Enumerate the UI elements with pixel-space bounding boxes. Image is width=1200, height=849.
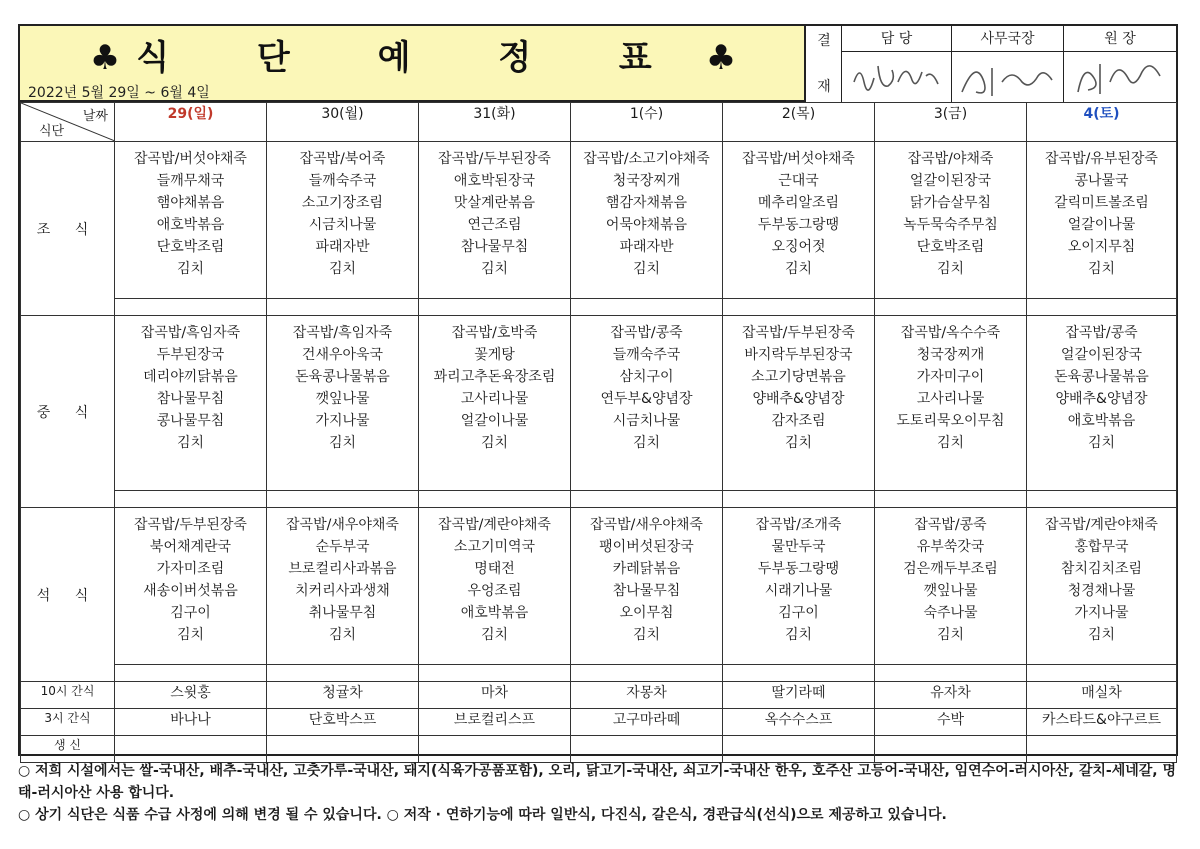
spacer-cell: [723, 299, 875, 316]
snack-cell: 스윗홍: [115, 682, 267, 709]
menu-item: 돈육콩나물볶음: [295, 369, 390, 385]
meal-cell: [419, 142, 571, 299]
menu-item: 들깨숙주국: [308, 173, 377, 189]
snack-cell: 고구마라떼: [571, 709, 723, 736]
menu-item: 근대국: [778, 173, 819, 189]
menu-item: 김치: [632, 435, 661, 451]
day-header: 2(목): [723, 103, 875, 142]
menu-item: 꽃게탕: [474, 347, 515, 363]
menu-item: 깻잎나물: [923, 583, 978, 599]
snack-cell: 매실차: [1027, 682, 1177, 709]
note-origin: ○ 저희 시설에서는 쌀-국내산, 배추-국내산, 고춧가루-국내산, 돼지(식육가공품포함), 오리, 닭고기-국내산, 쇠고기-국내산 한우, 호주산 고등어-국내산, 임연수어-러시아산, 갈치-세네갈, 명태-러시아산 사용 합니다.: [18, 763, 1176, 801]
snack-cell: 카스타드&야구르트: [1027, 709, 1177, 736]
meal-cell: [723, 316, 875, 491]
menu-item: 단호박조림: [156, 239, 225, 255]
birthday-label: 생 신: [21, 736, 115, 763]
club-icon: ♣: [89, 38, 121, 78]
menu-item: 김치: [1087, 435, 1116, 451]
menu-item: 콩나물무침: [156, 413, 225, 429]
meal-row: [21, 316, 1177, 491]
menu-item: 양배추&양념장: [752, 391, 845, 407]
menu-item: 감자조림: [771, 413, 826, 429]
meal-row: [21, 508, 1177, 665]
menu-item: 잡곡밥/유부된장죽: [1045, 151, 1158, 167]
menu-item: 메추리알조림: [757, 195, 840, 211]
menu-item: 돈육콩나물볶음: [1054, 369, 1149, 385]
menu-item: 김치: [784, 435, 813, 451]
meal-cell: [1027, 508, 1177, 665]
day-header: 29(일): [115, 103, 267, 142]
menu-item: 닭가슴살무침: [909, 195, 992, 211]
meal-label: 석 식: [21, 508, 115, 682]
menu-item: 김치: [176, 627, 205, 643]
spacer-cell: [115, 665, 267, 682]
menu-item: 참나물무침: [460, 239, 529, 255]
menu-item: 잡곡밥/계란야채죽: [1045, 517, 1158, 533]
snack-cell: 유자차: [875, 682, 1027, 709]
meal-cell: [267, 508, 419, 665]
approval-side: [806, 26, 842, 102]
menu-item: 잡곡밥/새우야채죽: [590, 517, 703, 533]
snack-3-label: 3시 간식: [21, 709, 115, 736]
birthday-cell: [419, 736, 571, 763]
signature: [952, 52, 1064, 102]
corner-cell: [21, 103, 115, 142]
meal-cell: [1027, 316, 1177, 491]
menu-item: 소고기미역국: [453, 539, 536, 555]
birthday-cell: [1027, 736, 1177, 763]
menu-item: 오징어젓: [771, 239, 826, 255]
day-header: 4(토): [1027, 103, 1177, 142]
meal-cell: [875, 508, 1027, 665]
menu-item: 녹두묵숙주무침: [903, 217, 998, 233]
spacer-cell: [1027, 299, 1177, 316]
menu-item: 김구이: [170, 605, 211, 621]
spacer-cell: [1027, 491, 1177, 508]
approval-side-top: 결: [817, 33, 831, 49]
birthday-cell: [723, 736, 875, 763]
corner-date-label: 날짜: [82, 109, 108, 124]
menu-item: 김치: [480, 261, 509, 277]
note-change: ○ 상기 식단은 식품 수급 사정에 의해 변경 될 수 있습니다. ○ 저작 · 연하기능에 따라 일반식, 다진식, 갈은식, 경관급식(선식)으로 제공하고 있습니다.: [18, 807, 947, 823]
menu-item: 단호박조림: [916, 239, 985, 255]
day-header: 3(금): [875, 103, 1027, 142]
menu-item: 데리야끼닭볶음: [143, 369, 238, 385]
menu-item: 김치: [784, 627, 813, 643]
birthday-cell: [115, 736, 267, 763]
spacer-cell: [875, 665, 1027, 682]
menu-item: 잡곡밥/옥수수죽: [900, 325, 1001, 341]
menu-item: 잡곡밥/흑임자죽: [140, 325, 241, 341]
menu-item: 숙주나물: [923, 605, 978, 621]
meal-row: [21, 142, 1177, 299]
spacer-cell: [419, 491, 571, 508]
snack-10-label: 10시 간식: [21, 682, 115, 709]
meal-cell: [419, 508, 571, 665]
menu-item: 김치: [328, 627, 357, 643]
meal-cell: [115, 142, 267, 299]
menu-item: 김치: [936, 261, 965, 277]
menu-item: 얼갈이된장국: [1060, 347, 1143, 363]
snack-cell: 자몽차: [571, 682, 723, 709]
menu-item: 애호박볶음: [156, 217, 225, 233]
spacer-row: [21, 299, 1177, 316]
club-icon: ♣: [705, 38, 737, 78]
spacer-row: [21, 491, 1177, 508]
menu-item: 오이지무침: [1067, 239, 1136, 255]
title-box: [20, 26, 806, 102]
snack-cell: 마차: [419, 682, 571, 709]
menu-table: [20, 102, 1177, 763]
meal-cell: [723, 142, 875, 299]
snack-cell: 바나나: [115, 709, 267, 736]
birthday-cell: [571, 736, 723, 763]
date-range: 2022년 5월 29일 ~ 6월 4일: [28, 85, 210, 101]
menu-item: 명태전: [474, 561, 515, 577]
menu-item: 홍합무국: [1074, 539, 1129, 555]
spacer-cell: [723, 665, 875, 682]
menu-item: 북어채계란국: [149, 539, 232, 555]
menu-item: 꽈리고추돈육장조림: [433, 369, 556, 385]
menu-item: 김치: [936, 627, 965, 643]
meal-cell: [1027, 142, 1177, 299]
menu-item: 치커리사과생채: [295, 583, 390, 599]
menu-item: 애호박된장국: [453, 173, 536, 189]
snack-cell: 딸기라떼: [723, 682, 875, 709]
meal-cell: [267, 142, 419, 299]
spacer-cell: [115, 491, 267, 508]
menu-item: 잡곡밥/야채죽: [907, 151, 994, 167]
title-text: 식 단 예 정 표: [136, 38, 690, 78]
birthday-cell: [875, 736, 1027, 763]
menu-item: 두부된장국: [156, 347, 225, 363]
spacer-cell: [115, 299, 267, 316]
menu-item: 잡곡밥/콩죽: [914, 517, 987, 533]
menu-item: 청국장찌개: [916, 347, 985, 363]
meal-cell: [875, 316, 1027, 491]
menu-item: 잡곡밥/흑임자죽: [292, 325, 393, 341]
meal-label: 중 식: [21, 316, 115, 508]
spacer-cell: [875, 491, 1027, 508]
birthday-row: [21, 736, 1177, 763]
menu-item: 얼갈이된장국: [909, 173, 992, 189]
day-header: 30(월): [267, 103, 419, 142]
menu-item: 팽이버섯된장국: [599, 539, 694, 555]
meal-cell: [115, 316, 267, 491]
spacer-cell: [875, 299, 1027, 316]
menu-item: 청경채나물: [1067, 583, 1136, 599]
approval-role: 담 당: [842, 26, 952, 52]
menu-item: 잡곡밥/소고기야채죽: [583, 151, 710, 167]
menu-item: 잡곡밥/두부된장죽: [134, 517, 247, 533]
menu-item: 도토리묵오이무침: [896, 413, 1005, 429]
menu-item: 어묵야채볶음: [605, 217, 688, 233]
menu-item: 양배추&양념장: [1055, 391, 1148, 407]
spacer-cell: [571, 665, 723, 682]
menu-item: 카레닭볶음: [612, 561, 681, 577]
menu-item: 김치: [1087, 261, 1116, 277]
menu-item: 얼갈이나물: [460, 413, 529, 429]
spacer-cell: [1027, 665, 1177, 682]
menu-item: 오이무침: [619, 605, 674, 621]
snack-cell: 수박: [875, 709, 1027, 736]
meal-cell: [267, 316, 419, 491]
menu-item: 새송이버섯볶음: [143, 583, 238, 599]
menu-item: 김치: [784, 261, 813, 277]
spacer-row: [21, 665, 1177, 682]
menu-item: 햄야채볶음: [156, 195, 225, 211]
menu-item: 청국장찌개: [612, 173, 681, 189]
spacer-cell: [267, 299, 419, 316]
day-header: 31(화): [419, 103, 571, 142]
menu-item: 갈릭미트볼조림: [1054, 195, 1149, 211]
menu-item: 얼갈이나물: [1067, 217, 1136, 233]
menu-item: 들깨숙주국: [612, 347, 681, 363]
menu-item: 시금치나물: [612, 413, 681, 429]
menu-item: 고사리나물: [460, 391, 529, 407]
signature: [842, 52, 952, 102]
spacer-cell: [571, 299, 723, 316]
menu-item: 김치: [328, 261, 357, 277]
menu-item: 유부쑥갓국: [916, 539, 985, 555]
menu-item: 김치: [632, 627, 661, 643]
spacer-cell: [723, 491, 875, 508]
menu-item: 김치: [480, 627, 509, 643]
approval-side-bottom: 재: [817, 79, 831, 95]
snack-10-row: [21, 682, 1177, 709]
snack-cell: 옥수수스프: [723, 709, 875, 736]
menu-item: 가지나물: [1074, 605, 1129, 621]
menu-item: 가자미구이: [916, 369, 985, 385]
menu-item: 시래기나물: [764, 583, 833, 599]
menu-item: 참나물무침: [156, 391, 225, 407]
menu-item: 잡곡밥/버섯야채죽: [134, 151, 247, 167]
menu-item: 잡곡밥/두부된장죽: [742, 325, 855, 341]
menu-item: 잡곡밥/새우야채죽: [286, 517, 399, 533]
menu-item: 잡곡밥/조개죽: [755, 517, 842, 533]
menu-item: 김치: [328, 435, 357, 451]
menu-item: 잡곡밥/호박죽: [451, 325, 538, 341]
menu-item: 잡곡밥/버섯야채죽: [742, 151, 855, 167]
approval-role: 원 장: [1064, 26, 1176, 52]
menu-item: 가자미조림: [156, 561, 225, 577]
menu-item: 취나물무침: [308, 605, 377, 621]
birthday-cell: [267, 736, 419, 763]
menu-item: 두부동그랑땡: [757, 561, 840, 577]
menu-item: 브로컬리사과볶음: [288, 561, 397, 577]
menu-sheet: [18, 24, 1178, 756]
menu-item: 검은깨두부조림: [903, 561, 998, 577]
menu-item: 들깨무채국: [156, 173, 225, 189]
meal-cell: [875, 142, 1027, 299]
corner-meal-label: 식단: [39, 124, 65, 139]
menu-item: 파래자반: [315, 239, 370, 255]
menu-item: 참나물무침: [612, 583, 681, 599]
menu-item: 건새우아욱국: [301, 347, 384, 363]
meal-cell: [419, 316, 571, 491]
spacer-cell: [419, 665, 571, 682]
menu-item: 김치: [632, 261, 661, 277]
menu-item: 파래자반: [619, 239, 674, 255]
meal-cell: [571, 142, 723, 299]
menu-item: 바지락두부된장국: [744, 347, 853, 363]
meal-cell: [115, 508, 267, 665]
meal-label: 조 식: [21, 142, 115, 316]
menu-item: 물만두국: [771, 539, 826, 555]
snack-cell: 브로컬리스프: [419, 709, 571, 736]
day-header-row: [21, 103, 1177, 142]
menu-item: 김구이: [778, 605, 819, 621]
menu-item: 잡곡밥/콩죽: [1065, 325, 1138, 341]
menu-item: 김치: [176, 261, 205, 277]
menu-item: 우엉조림: [467, 583, 522, 599]
menu-item: 김치: [480, 435, 509, 451]
menu-item: 시금치나물: [308, 217, 377, 233]
menu-item: 고사리나물: [916, 391, 985, 407]
menu-item: 연두부&양념장: [600, 391, 693, 407]
meal-cell: [571, 316, 723, 491]
notes: [18, 760, 1183, 826]
menu-item: 소고기장조림: [301, 195, 384, 211]
spacer-cell: [571, 491, 723, 508]
menu-item: 깻잎나물: [315, 391, 370, 407]
snack-cell: 청귤차: [267, 682, 419, 709]
menu-item: 잡곡밥/두부된장죽: [438, 151, 551, 167]
menu-item: 연근조림: [467, 217, 522, 233]
page-title: [20, 30, 806, 79]
spacer-cell: [267, 665, 419, 682]
meal-cell: [723, 508, 875, 665]
menu-item: 햄감자채볶음: [605, 195, 688, 211]
menu-item: 콩나물국: [1074, 173, 1129, 189]
snack-3-row: [21, 709, 1177, 736]
menu-item: 김치: [936, 435, 965, 451]
spacer-cell: [419, 299, 571, 316]
menu-item: 가지나물: [315, 413, 370, 429]
spacer-cell: [267, 491, 419, 508]
menu-item: 소고기당면볶음: [751, 369, 846, 385]
meal-cell: [571, 508, 723, 665]
menu-item: 잡곡밥/콩죽: [610, 325, 683, 341]
approval-box: [806, 26, 1176, 102]
menu-item: 애호박볶음: [460, 605, 529, 621]
menu-item: 순두부국: [315, 539, 370, 555]
day-header: 1(수): [571, 103, 723, 142]
menu-item: 참치김치조림: [1060, 561, 1143, 577]
menu-item: 잡곡밥/북어죽: [299, 151, 386, 167]
menu-item: 두부동그랑땡: [757, 217, 840, 233]
menu-item: 맛살계란볶음: [453, 195, 536, 211]
menu-item: 김치: [176, 435, 205, 451]
approval-role: 사무국장: [952, 26, 1064, 52]
menu-item: 잡곡밥/계란야채죽: [438, 517, 551, 533]
menu-item: 애호박볶음: [1067, 413, 1136, 429]
snack-cell: 단호박스프: [267, 709, 419, 736]
menu-item: 김치: [1087, 627, 1116, 643]
signature: [1064, 52, 1176, 102]
menu-item: 삼치구이: [619, 369, 674, 385]
